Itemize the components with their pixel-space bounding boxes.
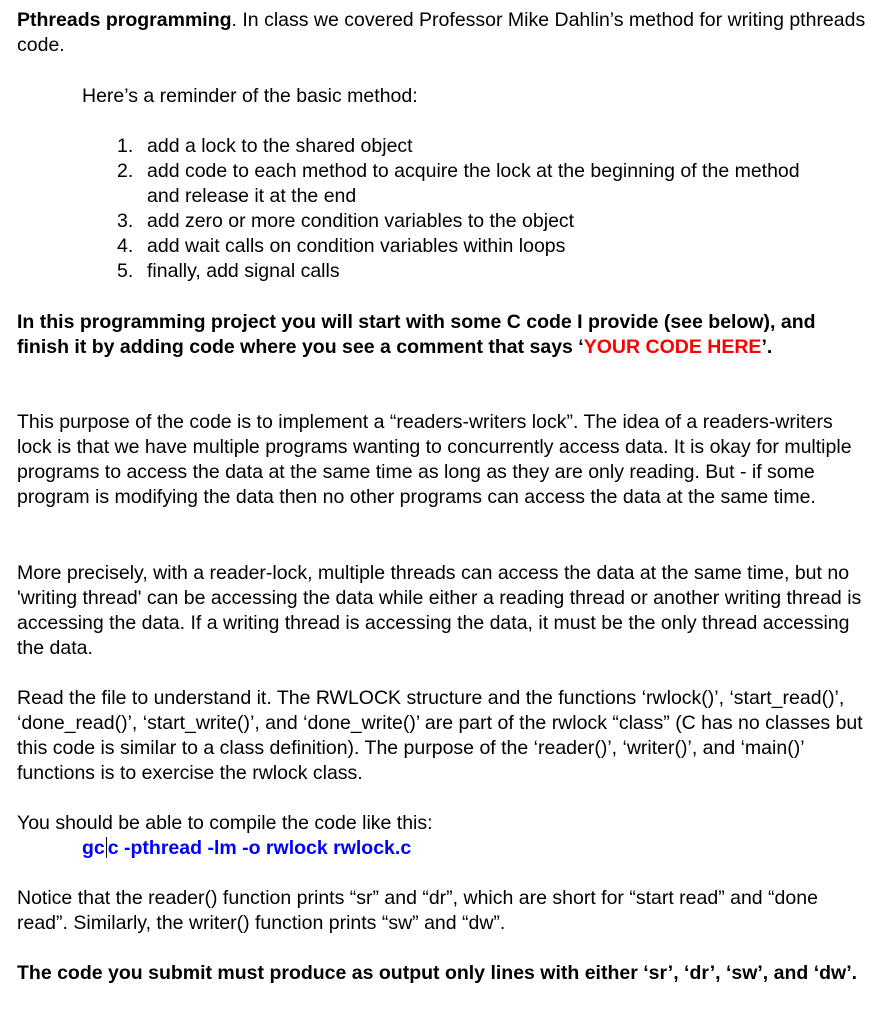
step-number: 2.: [117, 160, 134, 182]
submit-paragraph: The code you submit must produce as output only lines with either ‘sr’, ‘dr’, ‘sw’, and ‘dw’.: [17, 962, 858, 984]
step-item: [117, 259, 817, 284]
step-text: add a lock to the shared object: [147, 135, 413, 157]
step-item: [117, 134, 817, 159]
read-file-paragraph: Read the file to understand it. The RWLOCK structure and the functions ‘rwlock()’, ‘start_read()’, ‘done_read()’, ‘start_write()’, and ‘done_write()’ are part of the rwlock “class” (C has no classes but this code is similar to a class definition). The purpose of the ‘reader()’, ‘writer()’, and ‘main()’ functions is to exercise the rwlock class.: [17, 687, 863, 784]
step-text: add zero or more condition variables to the object: [147, 210, 575, 232]
compile-command: [82, 836, 862, 861]
intro-title: Pthreads programming: [17, 9, 232, 31]
your-code-here-highlight: YOUR CODE HERE: [583, 336, 762, 358]
step-text: add code to each method to acquire the lock at the beginning of the method and release it at the end: [147, 160, 800, 207]
step-number: 4.: [117, 235, 134, 257]
intro-paragraph: [17, 8, 867, 58]
intro-title-period: .: [231, 9, 237, 31]
step-item: [117, 159, 817, 209]
compile-lead: You should be able to compile the code like this:: [17, 812, 433, 834]
project-paragraph: [17, 310, 867, 360]
project-text: In this programming project you will start with some C code I provide (see below), and finish it by adding code where you see a comment that says ‘: [17, 311, 816, 358]
precisely-paragraph: More precisely, with a reader-lock, multiple threads can access the data at the same time, but no 'writing thread' can be accessing the data while either a reading thread or another writing thread is accessing the data. If a writing thread is accessing the data, it must be the only thread accessing the data.: [17, 562, 862, 659]
reminder-line: Here’s a reminder of the basic method:: [82, 85, 418, 107]
step-text: finally, add signal calls: [147, 260, 340, 282]
step-text: add wait calls on condition variables within loops: [147, 235, 566, 257]
compile-command-part-b: c -pthread -lm -o rwlock rwlock.c: [107, 837, 412, 859]
text-cursor: [106, 837, 107, 858]
intro-text: In class we covered Professor Mike Dahlin’s method for writing pthreads code.: [17, 9, 866, 56]
step-number: 1.: [117, 135, 134, 157]
compile-command-part-a: gc: [82, 837, 105, 859]
notice-paragraph: Notice that the reader() function prints “sr” and “dr”, which are short for “start read” and “done read”. Similarly, the writer() function prints “sw” and “dw”.: [17, 887, 818, 934]
project-text-end: ’.: [761, 336, 773, 358]
step-item: [117, 234, 817, 259]
step-number: 5.: [117, 260, 134, 282]
step-number: 3.: [117, 210, 134, 232]
method-steps-list: [117, 134, 817, 284]
purpose-paragraph: This purpose of the code is to implement a “readers-writers lock”. The idea of a readers-writers lock is that we have multiple programs wanting to concurrently access data. It is okay for multiple programs to access the data at the same time as long as they are only reading. But - if some program is modifying the data then no other programs can access the data at the same time.: [17, 411, 852, 508]
step-item: [117, 209, 817, 234]
